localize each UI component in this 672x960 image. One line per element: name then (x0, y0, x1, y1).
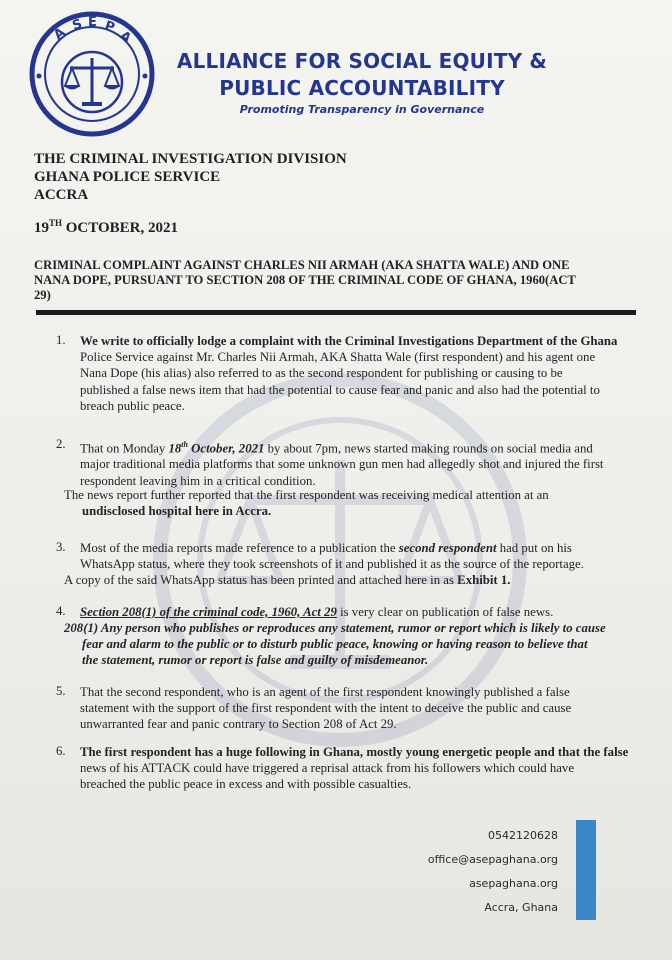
p4-line2: 208(1) Any person who publishes or reproduces any statement, rumor or report which is likely to cause (64, 621, 606, 635)
p2-line2: major traditional media platforms that some unknown gun men had allegedly shot and injured the first (80, 457, 604, 472)
org-name-line2: PUBLIC ACCOUNTABILITY (219, 76, 505, 100)
p2-line1 (80, 437, 604, 456)
svg-text:P: P (102, 18, 117, 36)
addressee-block (34, 150, 347, 204)
contact-location: Accra, Ghana (484, 901, 558, 914)
p3-line1-end: had put on his (496, 541, 572, 555)
paragraph-1-number: 1. (56, 333, 66, 347)
p2-line3: respondent leaving him in a critical condition. (80, 473, 316, 488)
contact-website: asepaghana.org (469, 877, 558, 890)
p1-line3: Nana Dope (his alias) also referred to as the second respondent for publishing or causing to be (80, 366, 563, 381)
p4-section-ref: Section 208(1) of the criminal code, 1960, Act 29 (80, 605, 337, 619)
p6-line3: breached the public peace in excess and with possible casualties. (80, 777, 412, 792)
contact-phone: 0542120628 (488, 829, 558, 842)
paragraph-4 (80, 604, 553, 620)
p3-second-respondent: second respondent (398, 541, 497, 555)
p1-line2: Police Service against Mr. Charles Nii Armah, AKA Shatta Wale (first respondent) and his agent one (80, 350, 596, 365)
contact-block (428, 824, 558, 920)
p3-line3-start: A copy of the said WhatsApp status has been printed and attached here in as (64, 573, 458, 587)
paragraph-2-continued (64, 487, 549, 519)
paragraph-2 (80, 437, 604, 489)
paragraph-4-quote (64, 620, 606, 669)
subject-line1: CRIMINAL COMPLAINT AGAINST CHARLES NII ARMAH (AKA SHATTA WALE) AND ONE (34, 258, 570, 272)
p3-line1-start: Most of the media reports made reference to a publication the (80, 541, 399, 555)
org-name-line1: ALLIANCE FOR SOCIAL EQUITY & (176, 49, 548, 73)
addressee-line1: THE CRIMINAL INVESTIGATION DIVISION (34, 151, 347, 167)
heading-divider (36, 310, 636, 315)
paragraph-4-number: 4. (56, 604, 66, 618)
addressee-line2: GHANA POLICE SERVICE (34, 169, 221, 185)
p5-line3: unwarranted fear and panic contrary to Section 208 of Act 29. (80, 717, 397, 732)
paragraph-5-number: 5. (56, 684, 66, 698)
p1-line4: published a false news item that had the potential to cause fear and panic and also had the potential to (80, 382, 600, 397)
p2-date-month: October, 2021 (187, 441, 265, 456)
contact-accent-bar (576, 820, 596, 920)
p5-line2: statement with the support of the first respondent with the intent to deceive the public and cause (80, 701, 572, 716)
p3-line3 (64, 572, 511, 588)
subject-line2: NANA DOPE, PURSUANT TO SECTION 208 OF THE CRIMINAL CODE OF GHANA, 1960(ACT (34, 273, 576, 287)
addressee-line3: ACCRA (34, 187, 89, 203)
p4-line3: fear and alarm to the public or to disturb public peace, knowing or having reason to believe that (82, 637, 588, 652)
p3-line1 (80, 540, 584, 556)
org-tagline: Promoting Transparency in Governance (239, 103, 485, 116)
letter-date (34, 218, 178, 237)
svg-text:S: S (70, 16, 85, 34)
paragraph-2-number: 2. (56, 437, 66, 451)
p2-line1-end: by about 7pm, news started making rounds on social media and (264, 441, 593, 456)
date-day: 19 (34, 220, 49, 236)
p2-line1-start: That on Monday (80, 441, 169, 456)
paragraph-5 (80, 684, 571, 733)
p6-line1: The first respondent has a huge following in Ghana, mostly young energetic people and that the false (80, 745, 629, 759)
svg-text:A: A (51, 25, 69, 44)
p3-exhibit: Exhibit 1. (457, 573, 511, 587)
p1-line1: We write to officially lodge a complaint with the Criminal Investigations Department of the Ghana (80, 334, 618, 348)
subject-heading (34, 258, 636, 303)
p2-date-suffix: th (181, 440, 188, 449)
p2-date-day: 18 (168, 441, 182, 456)
organization-name (162, 48, 562, 102)
date-suffix: TH (49, 218, 63, 228)
paragraph-1 (80, 333, 617, 414)
p2-line4: The news report further reported that the first respondent was receiving medical attention at an (64, 488, 549, 502)
p2-line5: undisclosed hospital here in Accra. (82, 504, 272, 519)
paragraph-3 (80, 540, 584, 572)
contact-email: office@asepaghana.org (427, 853, 558, 866)
p6-line2: news of his ATTACK could have triggered a reprisal attack from his followers which could have (80, 761, 575, 776)
p5-line1: That the second respondent, who is an agent of the first respondent knowingly published a false (80, 685, 570, 699)
p1-line5: breach public peace. (80, 398, 185, 413)
p4-line1-end: is very clear on publication of false news. (336, 605, 554, 619)
paragraph-6 (80, 744, 628, 793)
paragraph-3-continued (64, 572, 511, 588)
svg-text:A: A (116, 28, 134, 47)
svg-text:E: E (88, 15, 97, 30)
p3-line2: WhatsApp status, where they took screenshots of it and published it as the source of the reportage. (80, 557, 584, 572)
paragraph-3-number: 3. (56, 540, 66, 554)
p4-line4: the statement, rumor or report is false and guilty of misdemeanor. (82, 653, 429, 668)
date-rest: OCTOBER, 2021 (62, 220, 179, 236)
asepa-seal-logo (28, 10, 156, 138)
paragraph-6-number: 6. (56, 744, 66, 758)
p4-line1 (80, 604, 553, 620)
subject-line3: 29) (34, 288, 51, 302)
